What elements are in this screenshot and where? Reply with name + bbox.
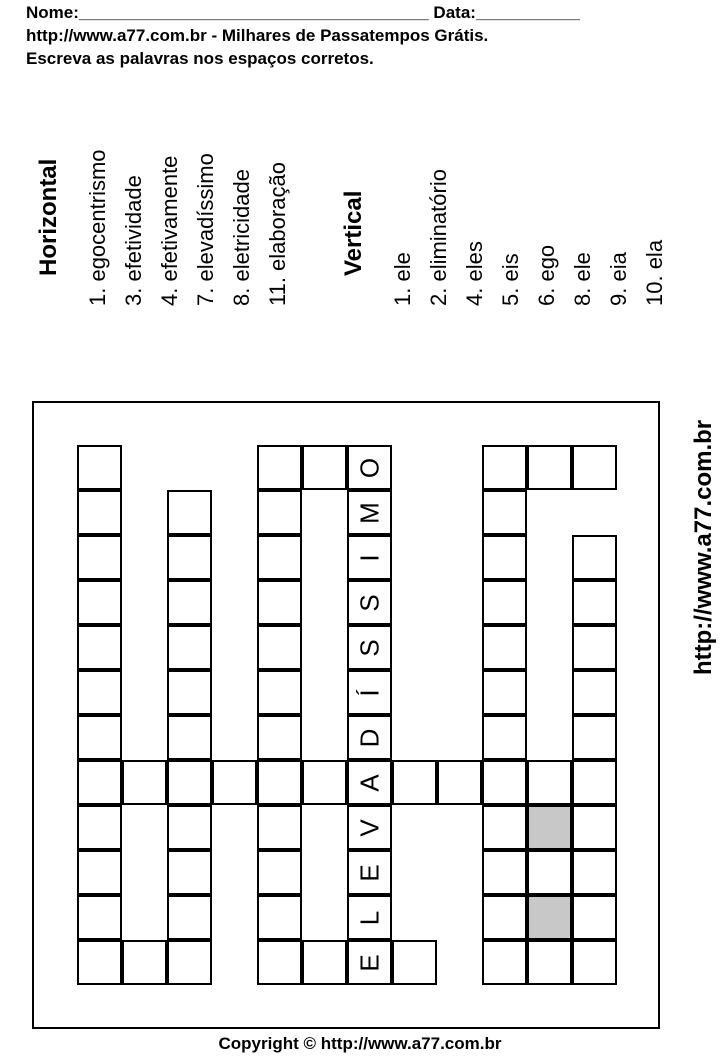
grid-cell[interactable]: [572, 850, 617, 895]
grid-cell[interactable]: [257, 445, 302, 490]
grid-cell[interactable]: [482, 715, 527, 760]
grid-cell[interactable]: [482, 850, 527, 895]
grid-cell[interactable]: [77, 535, 122, 580]
grid-cell[interactable]: [167, 580, 212, 625]
vertical-clue: 8. ele: [570, 252, 595, 306]
grid-cell[interactable]: [257, 580, 302, 625]
horizontal-clue: 3. efetividade: [121, 175, 146, 306]
grid-cell[interactable]: [572, 805, 617, 850]
grid-cell[interactable]: [347, 670, 392, 715]
horizontal-clue: 7. elevadíssimo: [193, 153, 218, 306]
grid-cell[interactable]: [572, 940, 617, 985]
vertical-clue: 2. eliminatório: [426, 169, 451, 306]
grid-cell[interactable]: [347, 535, 392, 580]
grid-cell[interactable]: [347, 625, 392, 670]
grid-cell[interactable]: [77, 580, 122, 625]
side-url: http://www.a77.com.br: [690, 419, 717, 675]
grid-cell[interactable]: [347, 895, 392, 940]
grid-cell[interactable]: [482, 760, 527, 805]
grid-cell[interactable]: [482, 625, 527, 670]
grid-cell[interactable]: [392, 760, 437, 805]
grid-letter: O: [354, 457, 384, 478]
vertical-clue: 9. eia: [606, 252, 631, 306]
grid-letter: E: [354, 953, 384, 972]
grid-letter: S: [354, 593, 384, 612]
vertical-clue: 10. ela: [642, 239, 667, 306]
grid-cell[interactable]: [347, 850, 392, 895]
grid-cell[interactable]: [167, 715, 212, 760]
grid-letter: A: [354, 773, 384, 792]
grid-cell[interactable]: [167, 490, 212, 535]
grid-cell[interactable]: [347, 580, 392, 625]
grid-cell[interactable]: [257, 490, 302, 535]
grid-cell[interactable]: [257, 535, 302, 580]
grid-cell[interactable]: [257, 895, 302, 940]
grid-cell[interactable]: [482, 535, 527, 580]
vertical-clue: 4. eles: [462, 241, 487, 306]
grid-cell[interactable]: [77, 940, 122, 985]
grid-letter: E: [354, 863, 384, 882]
grid-cell[interactable]: [257, 940, 302, 985]
grid-cell[interactable]: [527, 805, 572, 850]
grid-letter: L: [354, 910, 384, 925]
grid-cell[interactable]: [347, 715, 392, 760]
grid-cell[interactable]: [257, 715, 302, 760]
grid-cell[interactable]: [257, 625, 302, 670]
horizontal-clue: 4. efetivamente: [157, 155, 182, 306]
grid-cell[interactable]: [77, 760, 122, 805]
grid-cell[interactable]: [77, 805, 122, 850]
grid-cell[interactable]: [482, 445, 527, 490]
grid-cell[interactable]: [212, 760, 257, 805]
grid-cell[interactable]: [347, 445, 392, 490]
grid-cell[interactable]: [572, 445, 617, 490]
grid-cell[interactable]: [257, 805, 302, 850]
grid-cell[interactable]: [527, 850, 572, 895]
vertical-heading: Vertical: [340, 190, 367, 276]
grid-cell[interactable]: [167, 625, 212, 670]
grid-cell[interactable]: [527, 940, 572, 985]
horizontal-clue: 1. egocentrismo: [85, 149, 110, 306]
grid-cell[interactable]: [257, 760, 302, 805]
grid-cell[interactable]: [482, 580, 527, 625]
grid-cell[interactable]: [572, 895, 617, 940]
grid-cell[interactable]: [392, 940, 437, 985]
grid-cell[interactable]: [437, 760, 482, 805]
grid-cell[interactable]: [347, 760, 392, 805]
grid-cell[interactable]: [167, 895, 212, 940]
grid-cell[interactable]: [527, 760, 572, 805]
grid-cell[interactable]: [572, 625, 617, 670]
grid-cell[interactable]: [572, 760, 617, 805]
grid-cell[interactable]: [77, 445, 122, 490]
vertical-clue: 5. eis: [498, 253, 523, 306]
grid-letter: Í: [354, 688, 384, 697]
grid-cell[interactable]: [167, 850, 212, 895]
grid-cell[interactable]: [302, 445, 347, 490]
grid-cell[interactable]: [77, 850, 122, 895]
grid-cell[interactable]: [482, 670, 527, 715]
grid-cell[interactable]: [167, 760, 212, 805]
grid-cell[interactable]: [167, 670, 212, 715]
copyright-footer: Copyright © http://www.a77.com.br: [218, 1034, 502, 1053]
grid-cell[interactable]: [257, 850, 302, 895]
grid-cell[interactable]: [77, 670, 122, 715]
grid-cell[interactable]: [572, 535, 617, 580]
vertical-clue: 1. ele: [390, 252, 415, 306]
grid-cell[interactable]: [77, 490, 122, 535]
grid-letter: D: [354, 728, 384, 747]
grid-cell[interactable]: [347, 490, 392, 535]
grid-cell[interactable]: [347, 805, 392, 850]
vertical-clue: 6. ego: [534, 244, 559, 306]
grid-cell[interactable]: [302, 760, 347, 805]
grid-cell[interactable]: [572, 580, 617, 625]
grid-letter: V: [354, 818, 384, 837]
grid-cell[interactable]: [527, 895, 572, 940]
name-date-line: Nome:_____________________________________ Data:___________: [26, 3, 580, 22]
grid-cell[interactable]: [167, 535, 212, 580]
grid-letter: I: [354, 553, 384, 562]
grid-cell[interactable]: [302, 940, 347, 985]
horizontal-heading: Horizontal: [35, 158, 62, 276]
instruction-line: Escreva as palavras nos espaços corretos.: [26, 49, 374, 68]
grid-cell[interactable]: [527, 445, 572, 490]
grid-cell[interactable]: [347, 940, 392, 985]
grid-letter: M: [354, 501, 384, 524]
grid-cell[interactable]: [77, 715, 122, 760]
grid-cell[interactable]: [482, 940, 527, 985]
grid-cell[interactable]: [167, 805, 212, 850]
horizontal-clue: 8. eletricidade: [229, 169, 254, 306]
grid-cell[interactable]: [77, 625, 122, 670]
grid-cell[interactable]: [257, 670, 302, 715]
horizontal-clue: 11. elaboração: [265, 162, 290, 306]
grid-cell[interactable]: [77, 895, 122, 940]
grid-cell[interactable]: [122, 940, 167, 985]
grid-cell[interactable]: [482, 805, 527, 850]
site-line: http://www.a77.com.br - Milhares de Passatempos Grátis.: [26, 26, 489, 45]
grid-cell[interactable]: [572, 670, 617, 715]
grid-cell[interactable]: [482, 490, 527, 535]
grid-cell[interactable]: [167, 940, 212, 985]
grid-cell[interactable]: [572, 715, 617, 760]
grid-letter: S: [354, 638, 384, 657]
grid-cell[interactable]: [122, 760, 167, 805]
grid-cell[interactable]: [482, 895, 527, 940]
